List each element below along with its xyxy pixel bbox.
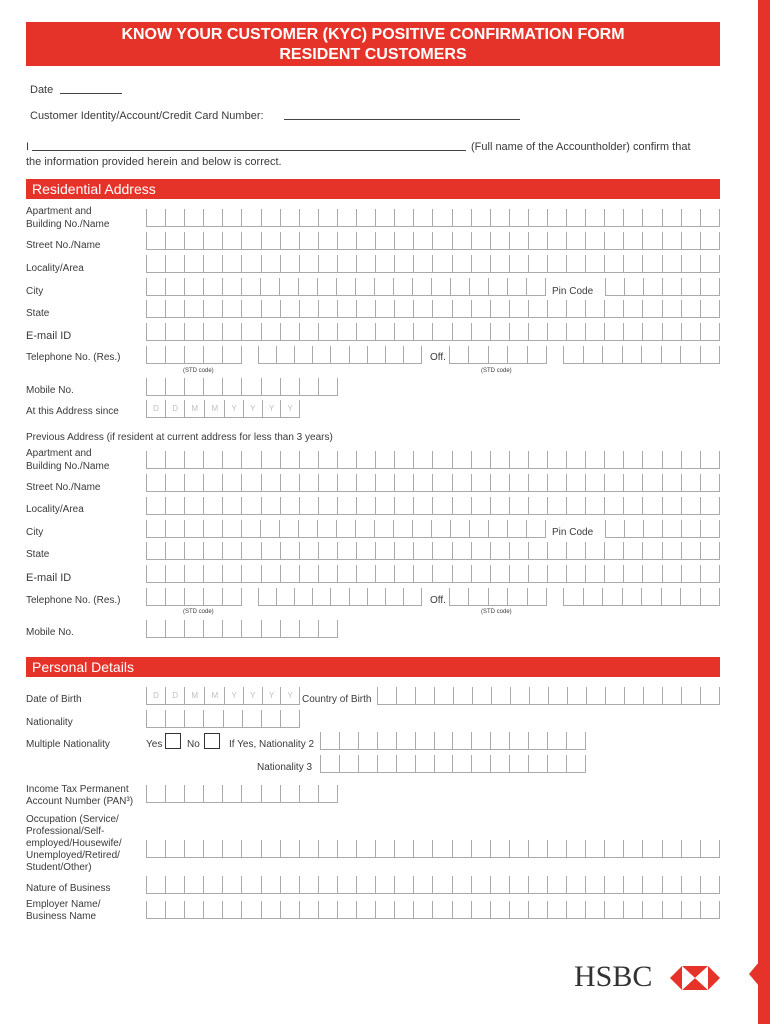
occupation-label-3: employed/Housewife/ xyxy=(26,838,122,849)
prev-street-input[interactable] xyxy=(146,474,720,492)
since-d1: D xyxy=(147,400,166,417)
occupation-label-4: Unemployed/Retired/ xyxy=(26,850,120,861)
off-std-code: (STD code) xyxy=(481,368,512,374)
tel-std-input[interactable] xyxy=(146,346,242,364)
residential-section-header: Residential Address xyxy=(26,179,720,199)
pan-label-1: Income Tax Permanent xyxy=(26,784,129,795)
pin-label: Pin Code xyxy=(552,286,594,297)
form-title xyxy=(26,22,720,66)
pin-input[interactable] xyxy=(605,278,720,296)
prev-apartment-label: Apartment and xyxy=(26,448,92,459)
nationality-3-input[interactable] xyxy=(320,755,586,773)
dob-m2: M xyxy=(205,687,225,704)
hsbc-hexagon-icon xyxy=(670,966,720,990)
edge-bar xyxy=(758,0,770,1024)
prev-tel-number-input[interactable] xyxy=(258,588,422,606)
locality-input[interactable] xyxy=(146,255,720,273)
occupation-input[interactable] xyxy=(146,840,720,858)
confirm-text: the information provided herein and below is correct. xyxy=(26,156,282,168)
email-label: E-mail ID xyxy=(26,330,72,342)
tel-number-input[interactable] xyxy=(258,346,422,364)
state-label: State xyxy=(26,308,50,319)
title-line-1: KNOW YOUR CUSTOMER (KYC) POSITIVE CONFIRMATION FORM xyxy=(121,26,625,43)
business-input[interactable] xyxy=(146,876,720,894)
prev-off-label: Off. xyxy=(430,595,446,606)
prev-street-label: Street No./Name xyxy=(26,482,101,493)
since-label: At this Address since xyxy=(26,406,119,417)
prev-locality-input[interactable] xyxy=(146,497,720,515)
email-input[interactable] xyxy=(146,323,720,341)
state-input[interactable] xyxy=(146,300,720,318)
city-label: City xyxy=(26,286,44,297)
tel-std-code: (STD code) xyxy=(183,368,214,374)
mobile-label: Mobile No. xyxy=(26,385,74,396)
off-number-input[interactable] xyxy=(563,346,720,364)
prev-apartment-input[interactable] xyxy=(146,451,720,469)
prev-off-std-code: (STD code) xyxy=(481,609,512,615)
i-label: I xyxy=(26,141,30,153)
country-birth-input[interactable] xyxy=(377,687,720,705)
since-d2: D xyxy=(166,400,185,417)
since-y2: Y xyxy=(244,400,263,417)
dob-m1: M xyxy=(185,687,205,704)
since-y1: Y xyxy=(225,400,244,417)
off-std-input[interactable] xyxy=(449,346,547,364)
prev-locality-label: Locality/Area xyxy=(26,504,84,515)
dob-label: Date of Birth xyxy=(26,694,82,705)
yes-label: Yes xyxy=(146,739,163,750)
identity-field[interactable] xyxy=(284,119,520,120)
nationality-2-input[interactable] xyxy=(320,732,586,750)
since-y4: Y xyxy=(281,400,300,417)
date-field[interactable] xyxy=(60,93,122,94)
occupation-label-5: Student/Other) xyxy=(26,862,92,873)
dob-y2: Y xyxy=(244,687,263,704)
nationality-label: Nationality xyxy=(26,717,73,728)
apartment-label: Apartment and xyxy=(26,206,92,217)
employer-label-2: Business Name xyxy=(26,911,97,922)
hsbc-logo-text: HSBC xyxy=(574,960,653,993)
edge-notch xyxy=(749,962,759,986)
off-label: Off. xyxy=(430,352,446,363)
full-name-note: (Full name of the Accountholder) confirm that xyxy=(471,141,691,153)
prev-pin-label: Pin Code xyxy=(552,527,594,538)
prev-mobile-input[interactable] xyxy=(146,620,338,638)
no-label: No xyxy=(187,739,200,750)
employer-label-1: Employer Name/ xyxy=(26,899,101,910)
tel-label: Telephone No. (Res.) xyxy=(26,352,121,363)
no-checkbox[interactable] xyxy=(204,733,220,749)
apartment-label-2: Building No./Name xyxy=(26,219,110,230)
prev-email-input[interactable] xyxy=(146,565,720,583)
prev-tel-label: Telephone No. (Res.) xyxy=(26,595,121,606)
date-label: Date xyxy=(30,84,54,96)
prev-tel-std-code: (STD code) xyxy=(183,609,214,615)
apartment-input[interactable] xyxy=(146,209,720,227)
prev-city-input[interactable] xyxy=(146,520,546,538)
city-input[interactable] xyxy=(146,278,546,296)
since-y3: Y xyxy=(263,400,282,417)
nationality-input[interactable] xyxy=(146,710,300,728)
dob-y1: Y xyxy=(225,687,244,704)
business-label: Nature of Business xyxy=(26,883,111,894)
previous-heading: Previous Address (if resident at current address for less than 3 years) xyxy=(26,432,333,443)
dob-d1: D xyxy=(147,687,166,704)
since-m2: M xyxy=(205,400,225,417)
nationality-3-label: Nationality 3 xyxy=(257,762,313,773)
prev-email-label: E-mail ID xyxy=(26,572,72,584)
street-input[interactable] xyxy=(146,232,720,250)
occupation-label-1: Occupation (Service/ xyxy=(26,814,119,825)
pan-input[interactable] xyxy=(146,785,338,803)
prev-state-input[interactable] xyxy=(146,542,720,560)
occupation-label-2: Professional/Self- xyxy=(26,826,105,837)
prev-off-number-input[interactable] xyxy=(563,588,720,606)
dob-d2: D xyxy=(166,687,185,704)
pan-label-2: Account Number (PAN³) xyxy=(26,796,134,807)
multiple-nationality-label: Multiple Nationality xyxy=(26,739,110,750)
mobile-input[interactable] xyxy=(146,378,338,396)
nationality-2-label: If Yes, Nationality 2 xyxy=(229,739,315,750)
since-date-input[interactable] xyxy=(146,400,300,418)
street-label: Street No./Name xyxy=(26,240,101,251)
full-name-field[interactable] xyxy=(32,150,466,151)
identity-label: Customer Identity/Account/Credit Card Number: xyxy=(30,110,264,122)
prev-pin-input[interactable] xyxy=(605,520,720,538)
dob-y3: Y xyxy=(263,687,282,704)
since-m1: M xyxy=(185,400,205,417)
prev-off-std-input[interactable] xyxy=(449,588,547,606)
prev-mobile-label: Mobile No. xyxy=(26,627,74,638)
dob-y4: Y xyxy=(281,687,300,704)
locality-label: Locality/Area xyxy=(26,263,84,274)
prev-city-label: City xyxy=(26,527,44,538)
personal-section-header: Personal Details xyxy=(26,657,720,677)
dob-input[interactable] xyxy=(146,687,300,705)
prev-state-label: State xyxy=(26,549,50,560)
title-line-2: RESIDENT CUSTOMERS xyxy=(279,46,467,63)
prev-apartment-label-2: Building No./Name xyxy=(26,461,110,472)
prev-tel-std-input[interactable] xyxy=(146,588,242,606)
yes-checkbox[interactable] xyxy=(165,733,181,749)
employer-input[interactable] xyxy=(146,901,720,919)
country-birth-label: Country of Birth xyxy=(302,694,372,705)
